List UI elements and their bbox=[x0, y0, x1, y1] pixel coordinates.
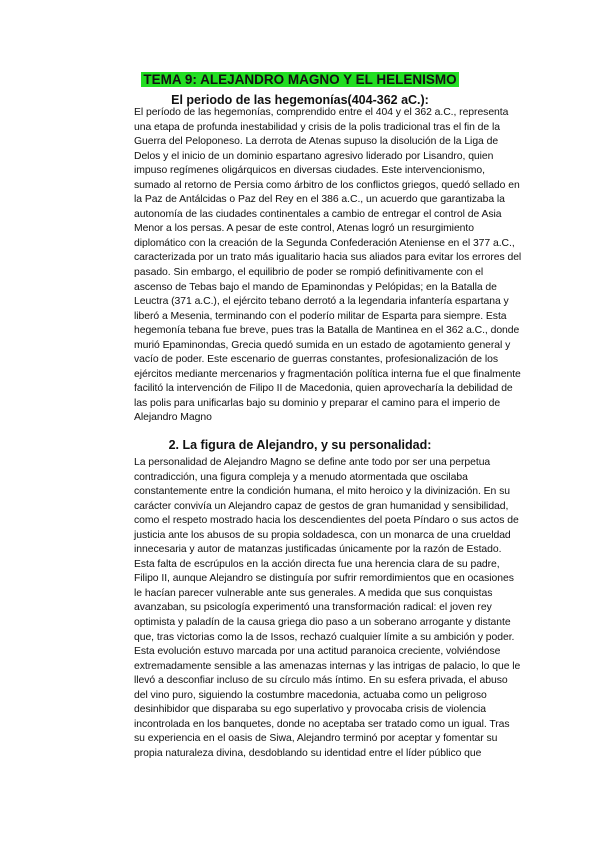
text-line: caracterizada por un trato más igualitario hacia sus aliados para evitar los errores del bbox=[134, 252, 522, 264]
text-line: Guerra del Peloponeso. La derrota de Atenas supuso la disolución de la Liga de bbox=[134, 136, 499, 148]
text-line: las polis para unificarlas bajo su dominio y preparar el camino para el imperio de bbox=[134, 397, 501, 409]
text-line: la Paz de Antálcidas o Paz del Rey en el 386 a.C., un acuerdo que garantizaba la bbox=[134, 194, 505, 206]
text-line: carácter convivía un Alejandro capaz de gestos de gran humanidad y sensibilidad, bbox=[134, 500, 509, 512]
text-line: incontrolada en los banquetes, donde no aceptaba ser tratado como un igual. Tras bbox=[134, 718, 510, 730]
section-1-paragraph bbox=[134, 106, 522, 426]
text-line: desinhibidor que disparaba su ego superlativo y provocaba crisis de violencia bbox=[134, 704, 486, 716]
text-line: diplomático con la creación de la Segunda Confederación Ateniense en el 377 a.C., bbox=[134, 237, 515, 249]
title-highlight: TEMA 9: ALEJANDRO MAGNO Y EL HELENISMO bbox=[143, 72, 457, 87]
text-line: pasado. Sin embargo, el equilibrio de poder se rompió definitivamente con el bbox=[134, 267, 484, 279]
text-line: hegemonía tebana fue breve, pues tras la Batalla de Mantinea en el 362 a.C., donde bbox=[134, 325, 520, 337]
text-line: una etapa de profunda inestabilidad y crisis de la polis tradicional tras el fin de la bbox=[134, 121, 500, 133]
text-line: Filipo II, aunque Alejandro se distinguía por sufrir remordimientos que en ocasiones bbox=[134, 573, 514, 585]
text-line: impuso regímenes oligárquicos en diversas ciudades. Este intervencionismo, bbox=[134, 165, 485, 177]
section-2-paragraph bbox=[134, 456, 521, 761]
text-line: ejércitos mediante mercenarios y fragmentación política interna fue el que finalmente bbox=[134, 368, 521, 380]
text-line: Esta evolución estuvo marcada por una actitud paranoica creciente, volviéndose bbox=[134, 646, 501, 658]
text-line: Menor a los persas. A pesar de este control, Atenas logró un resurgimiento bbox=[134, 223, 474, 235]
text-line: su experiencia en el oasis de Siwa, Alejandro terminó por aceptar y fomentar su bbox=[134, 733, 498, 745]
text-line: como el respeto mostrado hacia los descendientes del poeta Píndaro o sus actos de bbox=[134, 515, 519, 527]
section-2-heading: 2. La figura de Alejandro, y su personalidad: bbox=[168, 438, 432, 452]
text-line: Esta falta de escrúpulos en la acción directa fue una herencia clara de su padre, bbox=[134, 558, 500, 570]
text-line: El período de las hegemonías, comprendido entre el 404 y el 362 a.C., representa bbox=[134, 107, 509, 118]
text-line: optimista y paladín de la causa griega dio paso a un soberano arrogante y distante bbox=[134, 617, 511, 629]
text-line: que, tras victorias como la de Issos, rechazó cualquier límite a su ambición y poder. bbox=[134, 631, 515, 643]
text-line: sumado al retorno de Persia como árbitro de los conflictos griegos, quedó sellado en bbox=[134, 179, 520, 191]
text-line: llevó a desconfiar incluso de su círculo más íntimo. En su esfera privada, el abuso bbox=[134, 675, 508, 687]
text-line: del vino puro, siguiendo la costumbre macedonia, actuaba como un peligroso bbox=[134, 689, 487, 701]
text-line: extremadamente sensible a las amenazas internas y las intrigas de palacio, lo que le bbox=[134, 660, 521, 672]
text-line: liberó a Mesenia, terminando con el poderío militar de Esparta para siempre. Esta bbox=[134, 310, 507, 322]
text-line: avanzaban, su psicología experimentó una transformación radical: el joven rey bbox=[134, 602, 492, 614]
text-line: constantemente entre la condición humana, el mito heroico y la divinización. En su bbox=[134, 486, 510, 498]
text-line: propia naturaleza divina, desdoblando su identidad entre el líder público que bbox=[134, 747, 482, 759]
text-line: le hacían parecer vulnerable ante sus generales. A medida que sus conquistas bbox=[134, 587, 493, 599]
text-line: murió Epaminondas, Grecia quedó sumida en un estado de agotamiento general y bbox=[134, 339, 511, 351]
text-line: contradicción, una figura compleja y a menudo atormentada que oscilaba bbox=[134, 471, 468, 483]
document-title bbox=[0, 72, 600, 88]
text-line: innecesaria y autor de matanzas justificadas únicamente por la razón de Estado. bbox=[134, 544, 502, 556]
section-1-heading: El periodo de las hegemonías(404-362 aC.): bbox=[171, 93, 429, 107]
text-line: Leuctra (371 a.C.), el ejército tebano derrotó a la legendaria infantería espartana y bbox=[134, 296, 509, 308]
text-line: autonomía de las ciudades continentales a cambio de entregar el control de Asia bbox=[134, 208, 502, 220]
text-line: facilitó la intervención de Filipo II de Macedonia, quien aprovecharía la debilidad de bbox=[134, 383, 513, 395]
text-line: justicia ante los abusos de su propia soldadesca, con un monarca de una crueldad bbox=[134, 529, 511, 541]
text-line: ascenso de Tebas bajo el mando de Epaminondas y Pelópidas; en la Batalla de bbox=[134, 281, 497, 293]
text-line: Alejandro Magno bbox=[134, 412, 212, 424]
text-line: La personalidad de Alejandro Magno se define ante todo por ser una perpetua bbox=[134, 457, 491, 468]
text-line: vacío de poder. Este escenario de guerras constantes, profesionalización de los bbox=[134, 354, 498, 366]
text-line: Delos y el inicio de un dominio espartano agresivo liderado por Lisandro, quien bbox=[134, 150, 494, 162]
